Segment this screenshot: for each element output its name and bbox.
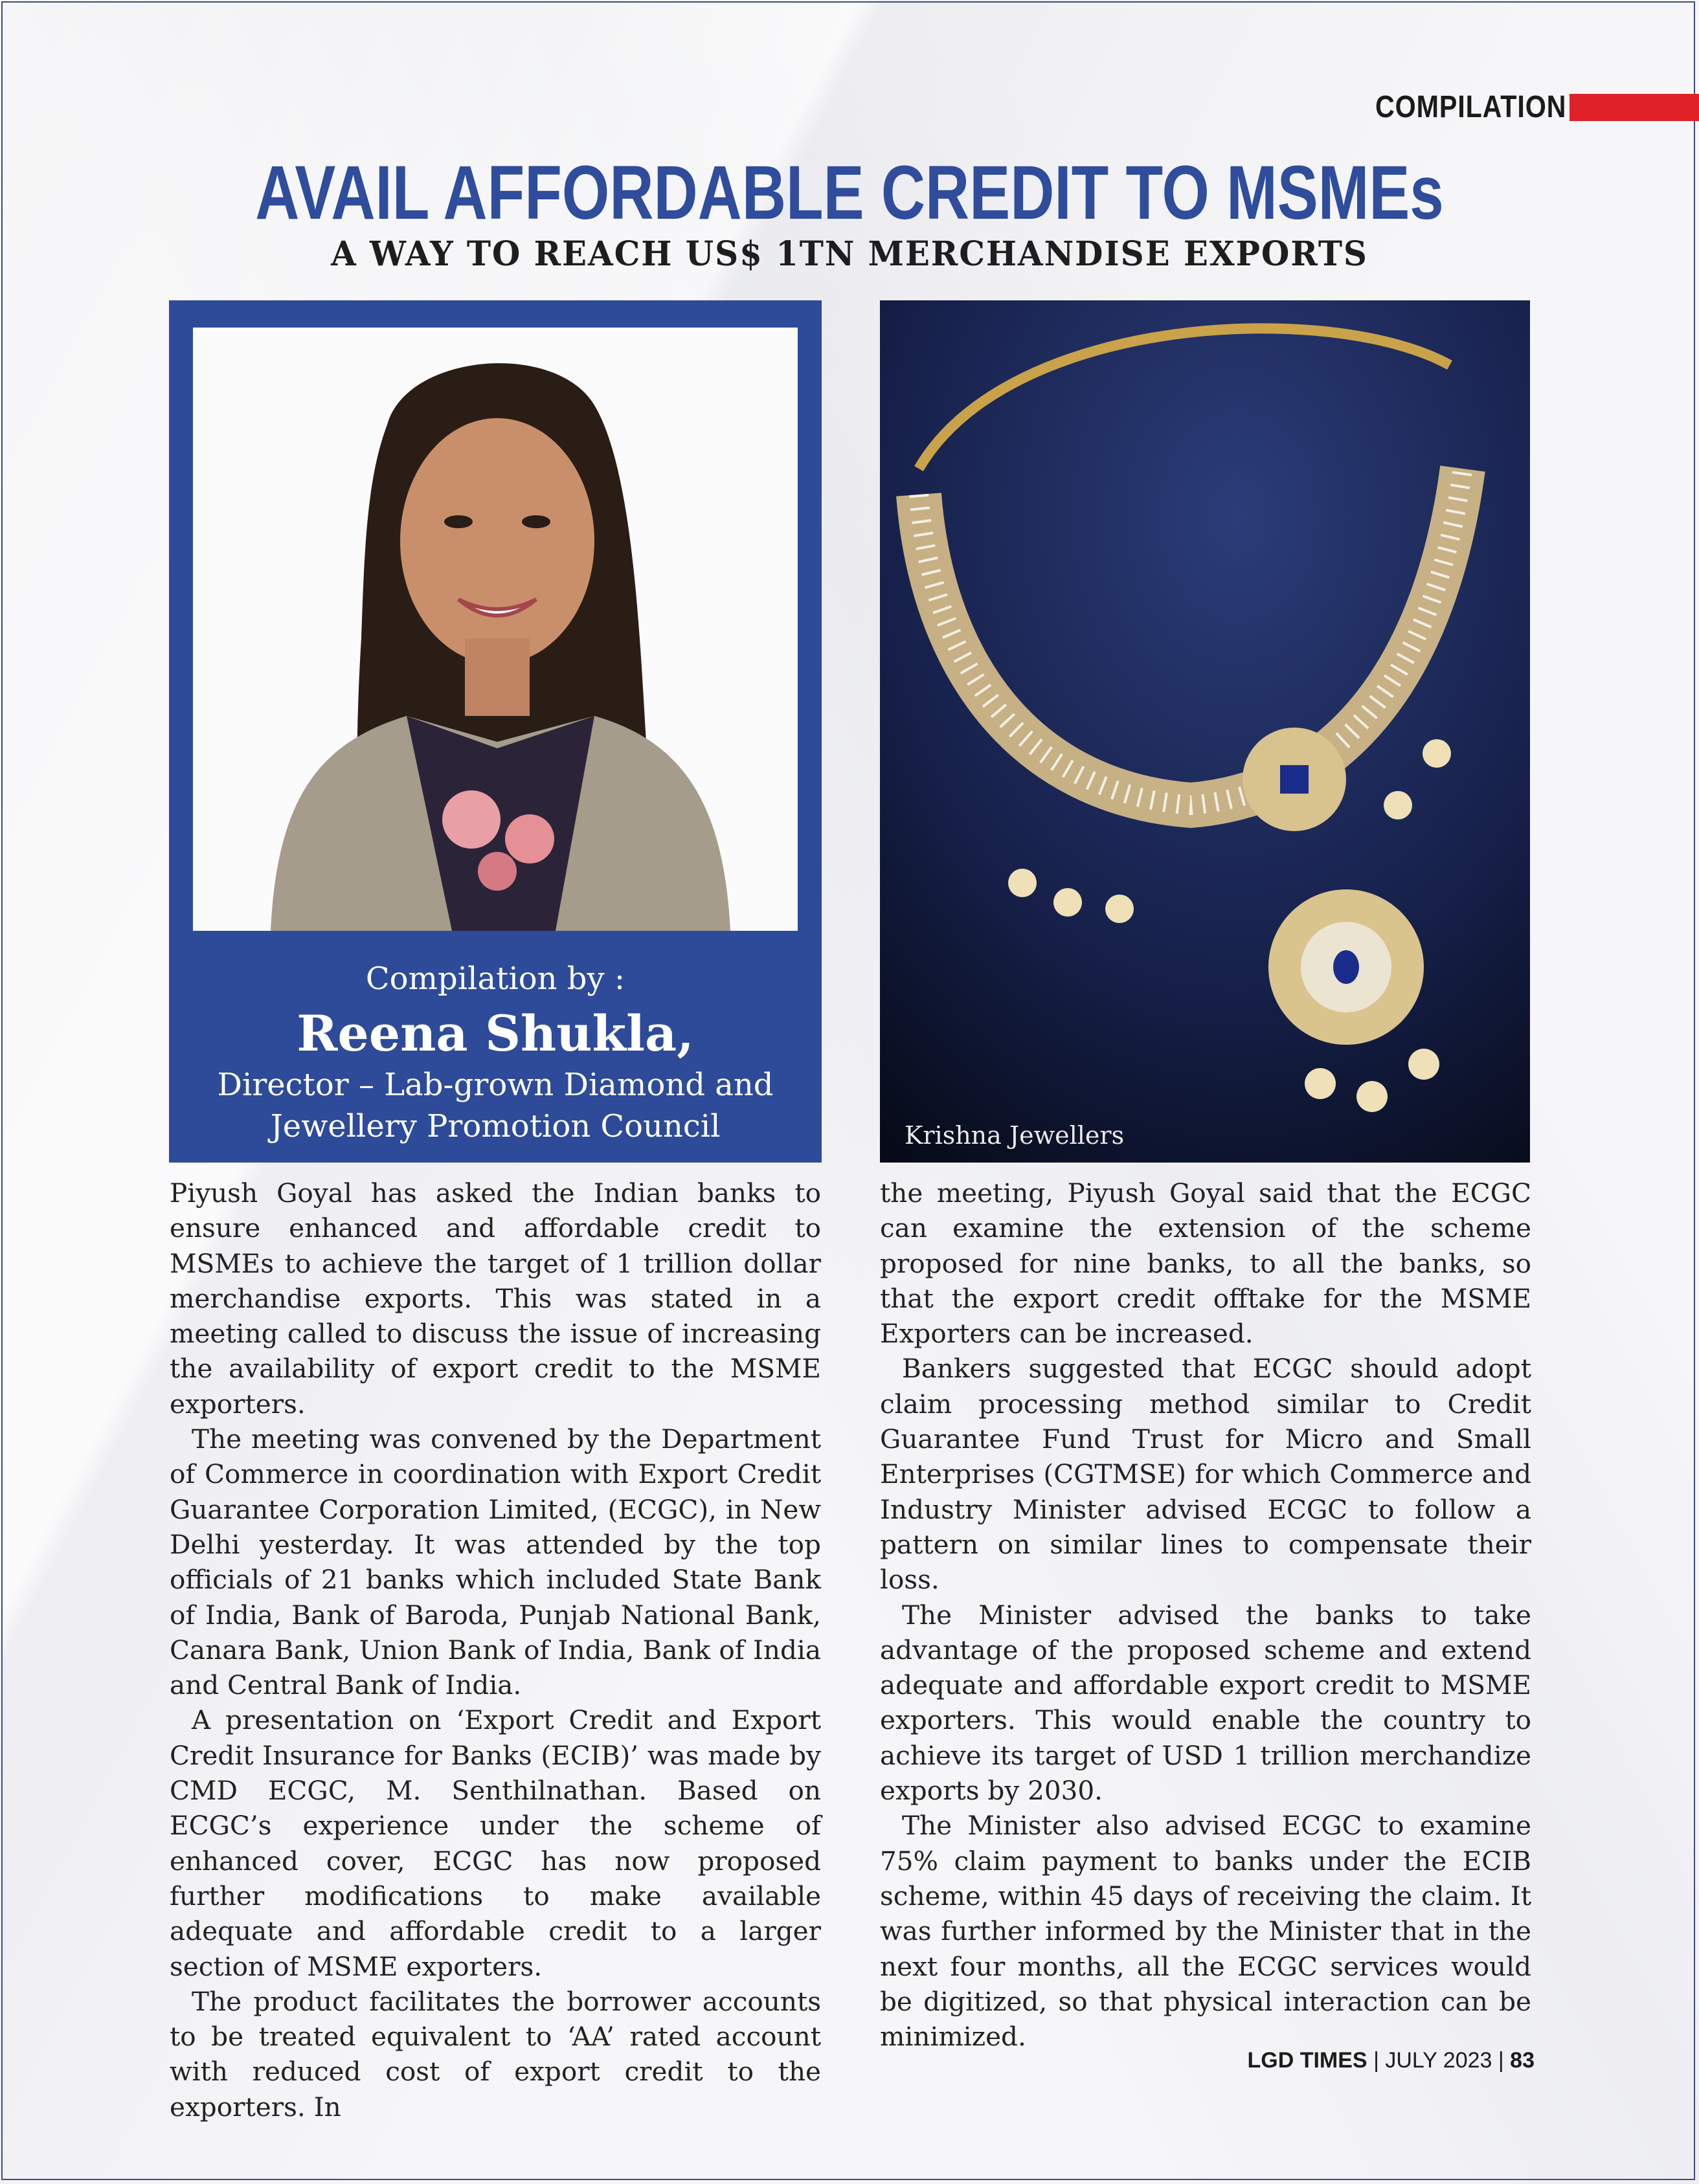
publication-name: LGD TIMES	[1247, 2048, 1367, 2073]
article-paragraph: the meeting, Piyush Goyal said that the ECGC can examine the extension of the scheme proposed for nine banks, to all the banks, so that the export credit offtake for the MSME Exporters can be increased.	[880, 1177, 1531, 1350]
article-paragraph: The Minister advised the banks to take advantage of the proposed scheme and extend adequate and affordable export credit to MSME exporters. This would enable the country to achieve its target of USD 1 trillion merchandize exports by 2030.	[880, 1599, 1531, 1807]
article-paragraph: The product facilitates the borrower accounts to be treated equivalent to ‘AA’ rated account with reduced cost of export credit to the exporters. In	[170, 1985, 821, 2123]
author-role	[195, 1064, 796, 1147]
article-paragraph: The meeting was convened by the Department of Commerce in coordination with Export Credit Guarantee Corporation Limited, (ECGC), in New Delhi yesterday. It was attended by the top officials of 21 banks which included State Bank of India, Bank of Baroda, Punjab National Bank, Canara Bank, Union Bank of India, Bank of India and Central Bank of India.	[170, 1423, 821, 1701]
headline: AVAIL AFFORDABLE CREDIT TO MSMEs	[255, 150, 1444, 236]
article-column-right	[880, 1176, 1531, 2054]
footer-separator: |	[1498, 2048, 1511, 2073]
section-tag: COMPILATION	[1375, 90, 1567, 124]
card-caption: Compilation by :	[365, 961, 625, 997]
author-portrait	[193, 328, 798, 931]
issue-date: JULY 2023	[1385, 2048, 1492, 2073]
section-accent-bar	[1570, 94, 1699, 121]
author-name: Reena Shukla,	[297, 1005, 694, 1062]
article-paragraph: Piyush Goyal has asked the Indian banks to ensure enhanced and affordable credit to MSMEs to achieve the target of 1 trillion dollar merchandise exports. This was stated in a meeting called to discuss the issue of increasing the availability of export credit to the MSME exporters.	[170, 1177, 821, 1420]
portrait-illustration	[193, 328, 798, 931]
subheadline: A WAY TO REACH US$ 1TN MERCHANDISE EXPORTS	[331, 234, 1368, 274]
article-paragraph: A presentation on ‘Export Credit and Export Credit Insurance for Banks (ECIB)’ was made by CMD ECGC, M. Senthilnathan. Based on ECGC’s experience under the scheme of enhanced cover, ECGC has now proposed further modifications to make available adequate and affordable credit to a larger section of MSME exporters.	[170, 1704, 821, 1982]
article-paragraph: Bankers suggested that ECGC should adopt claim processing method similar to Credit Guarantee Fund Trust for Micro and Small Enterprises (CGTMSE) for which Commerce and Industry Minister advised ECGC to follow a pattern on similar lines to compensate their loss.	[880, 1353, 1531, 1596]
article-column-left	[170, 1176, 821, 2124]
page-footer	[1248, 2048, 1535, 2073]
page-number: 83	[1510, 2048, 1535, 2073]
author-role-line2: Jewellery Promotion Council	[270, 1108, 721, 1144]
footer-separator: |	[1373, 2048, 1386, 2073]
article-paragraph: The Minister also advised ECGC to examine 75% claim payment to banks under the ECIB scheme, within 45 days of receiving the claim. It was further informed by the Minister that in the next four months, all the ECGC services would be digitized, so that physical interaction can be minimized.	[880, 1810, 1531, 2053]
author-card	[169, 300, 822, 1163]
author-role-line1: Director – Lab-grown Diamond and	[217, 1067, 774, 1103]
necklace-illustration	[880, 300, 1530, 1163]
photo-credit: Krishna Jewellers	[905, 1121, 1125, 1150]
necklace-photo	[880, 300, 1530, 1163]
